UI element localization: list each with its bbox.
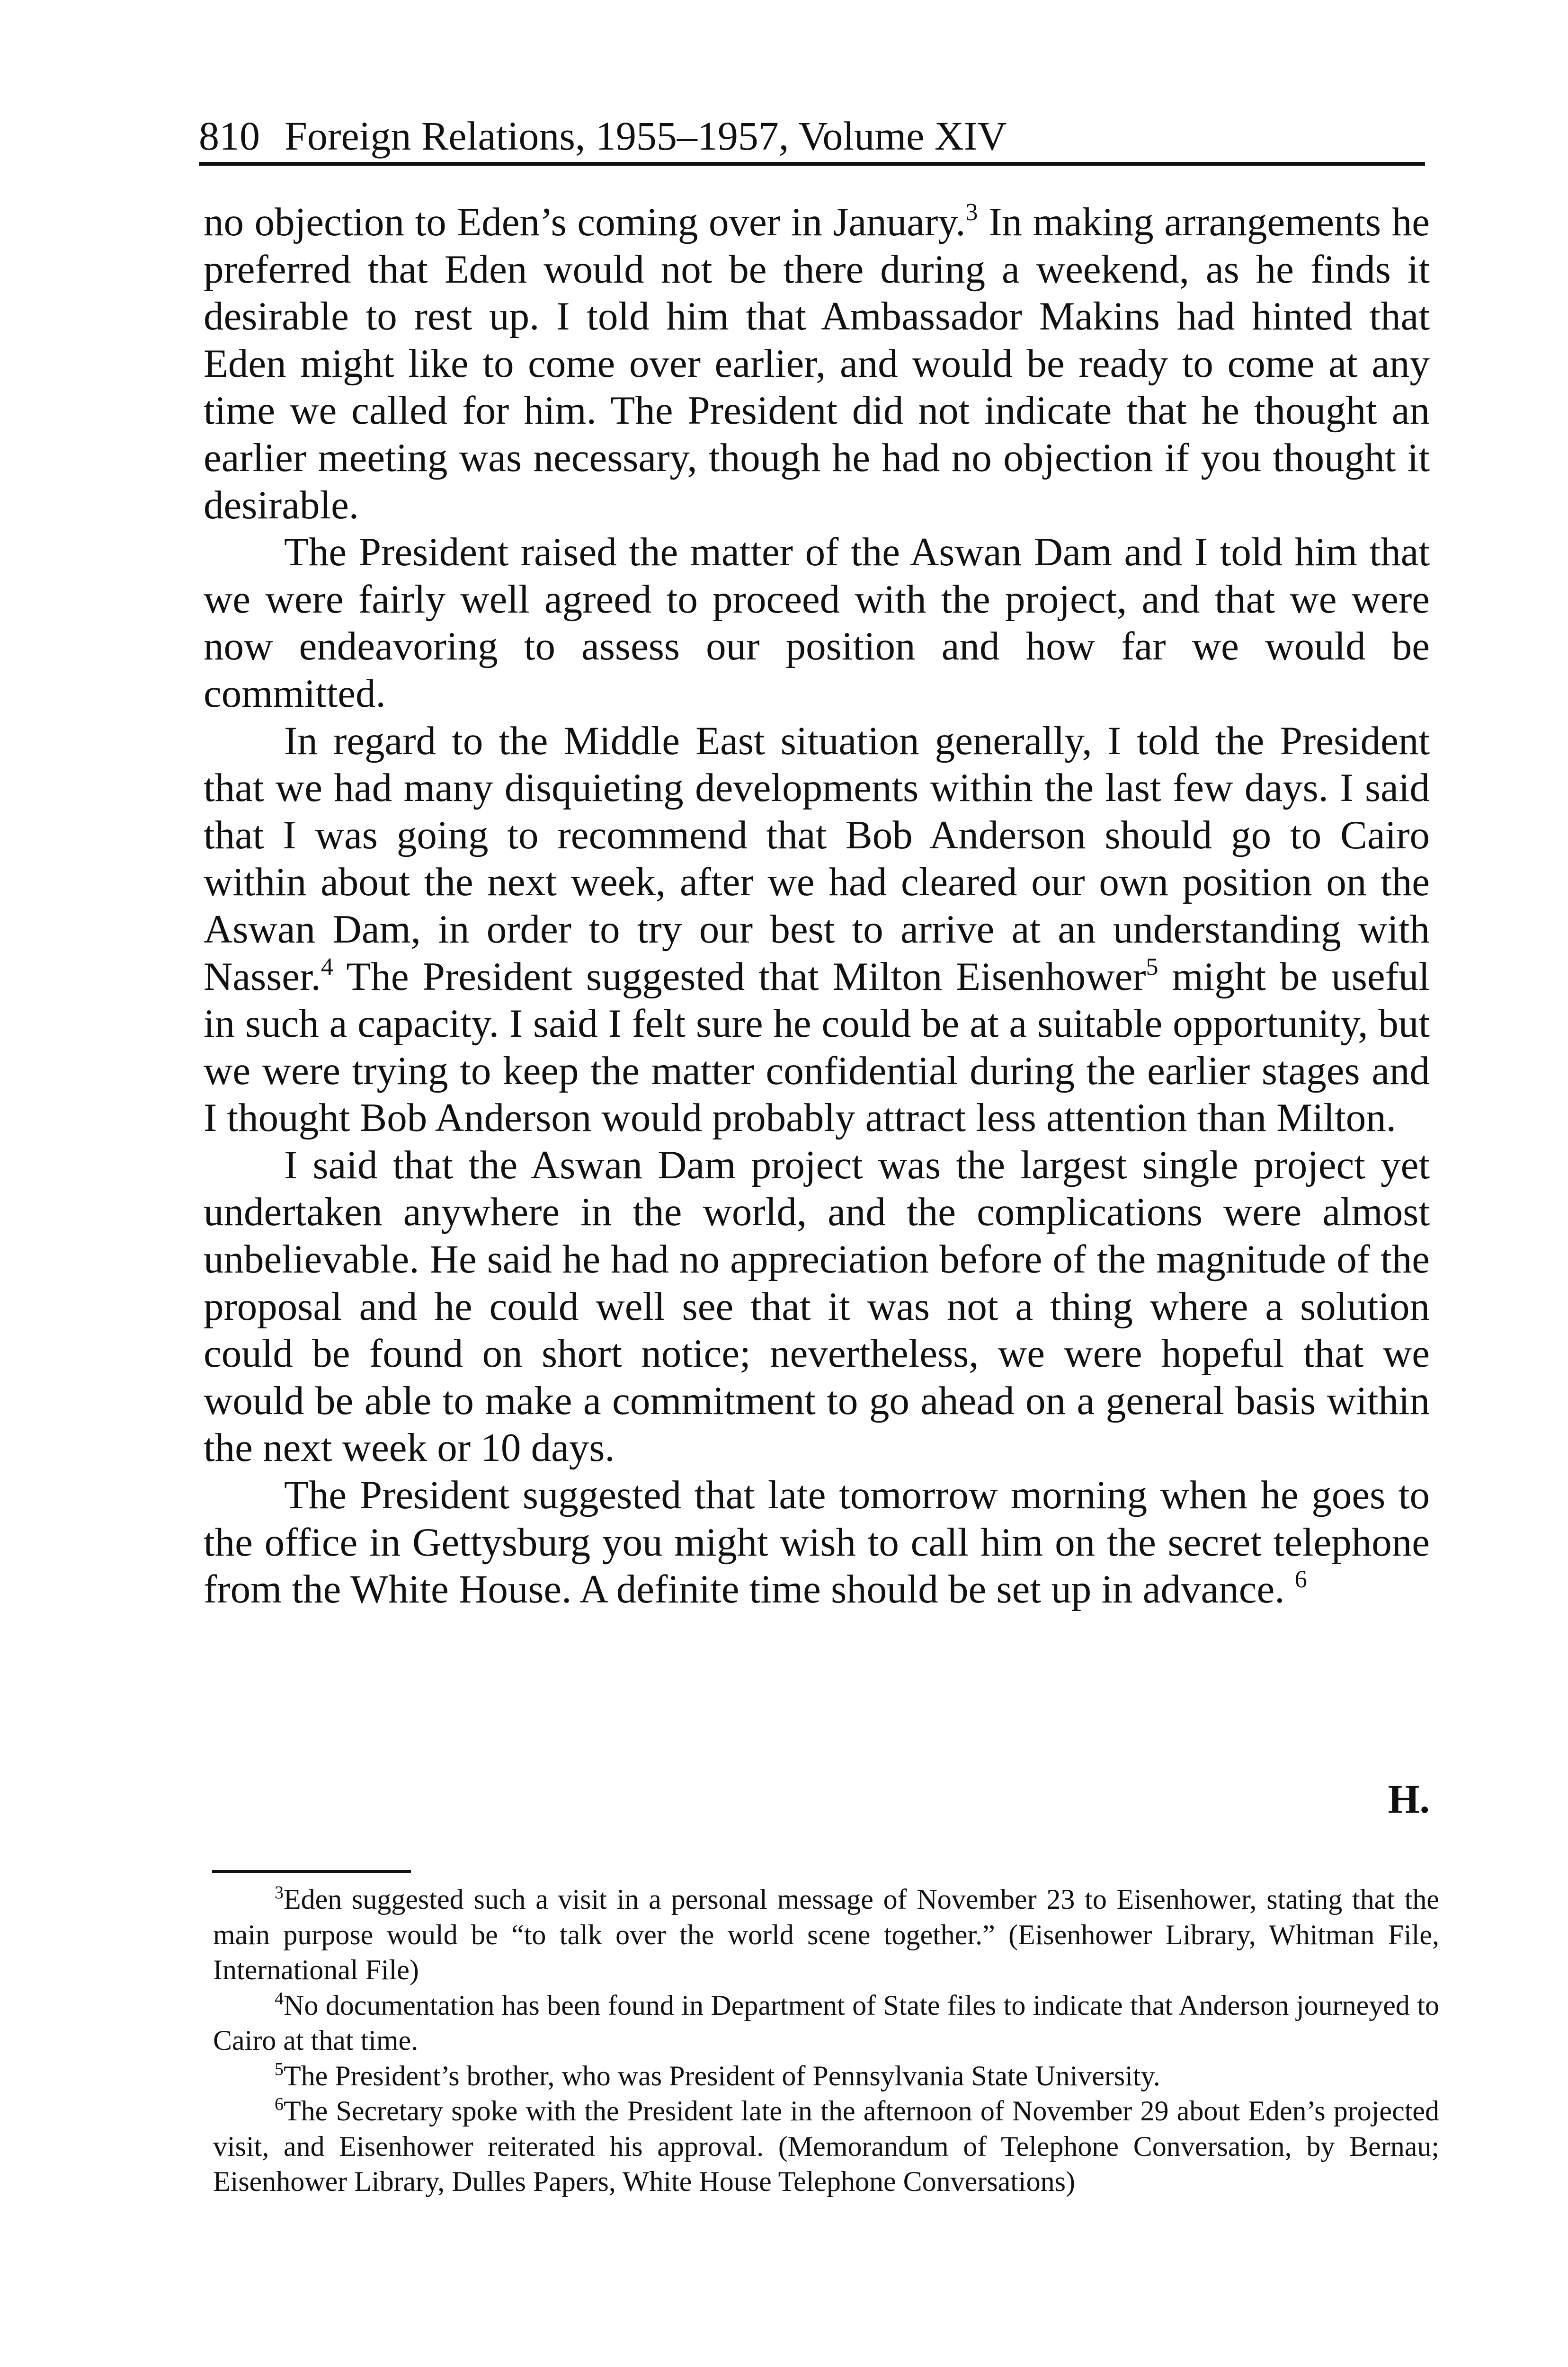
- paragraph-2: The President raised the matter of the Aswan Dam and I told him that we were fairly well agreed to proceed with the project, and that we were now endeavoring to assess our position and how far we would be committed.: [204, 530, 1430, 716]
- footnote-ref-4: 4: [321, 953, 333, 980]
- body-text: [204, 199, 1430, 1613]
- paragraph-3: In regard to the Middle East situation generally, I told the President that we had many disquieting developments within the last few days. I said that I was going to recommend that Bob Anderson should go to Cairo within about the next week, after we had cleared our own position on the Aswan Dam, in order to try our best to arrive at an understanding with Nasser.$^4$ The President suggested that Milton Eisenhower$^5$ might be useful in such a capacity. I said I felt sure he could be at a suitable opportunity, but we were trying to keep the matter confidential during the earlier stages and I thought Bob Anderson would probably attract less attention than Milton.: [204, 718, 1430, 1140]
- footnote-divider: [212, 1870, 411, 1873]
- footnote-3: $^3$Eden suggested such a visit in a personal message of November 23 to Eisenhower, stating that the main purpose would be “to talk over the world scene together.” (Eisenhower Library, Whitman File, International File): [213, 1883, 1439, 1985]
- paragraph-5: The President suggested that late tomorrow morning when he goes to the office in Gettysburg you might wish to call him on the secret telephone from the White House. A definite time should be set up in advance. $^6$: [204, 1473, 1430, 1612]
- paragraph-1: no objection to Eden’s coming over in January.$^3$ In making arrangements he preferred that Eden would not be there during a weekend, as he finds it desirable to rest up. I told him that Ambassador Makins had hinted that Eden might like to come over earlier, and would be ready to come at any time we called for him. The President did not indicate that he thought an earlier meeting was necessary, though he had no objection if you thought it desirable.: [204, 199, 1430, 527]
- volume-title: Foreign Relations, 1955–1957, Volume XIV: [285, 113, 1007, 159]
- running-header: [199, 110, 1425, 166]
- footnote-5: $^5$The President’s brother, who was President of Pennsylvania State University.: [275, 2059, 1160, 2091]
- footnote-ref-5: 5: [1146, 953, 1158, 980]
- page-number: 810: [199, 113, 260, 159]
- footnote-ref-3: 3: [965, 199, 978, 226]
- paragraph-4: I said that the Aswan Dam project was the largest single project yet undertaken anywhere in the world, and the complications were almost unbelievable. He said he had no appreciation before of the magnitude of the proposal and he could well see that it was not a thing where a solution could be found on short notice; nevertheless, we were hopeful that we would be able to make a commitment to go ahead on a general basis within the next week or 10 days.: [204, 1142, 1430, 1470]
- footnotes: [213, 1882, 1439, 2199]
- footnote-6: $^6$The Secretary spoke with the President late in the afternoon of November 29 about Eden’s projected visit, and Eisenhower reiterated his approval. (Memorandum of Telephone Conversation, by Bernau; Eisenhower Library, Dulles Papers, White House Telephone Conversations): [213, 2094, 1439, 2197]
- footnote-4: $^4$No documentation has been found in Department of State files to indicate that Anderson journeyed to Cairo at that time.: [213, 1988, 1439, 2056]
- footnote-ref-6: 6: [1294, 1566, 1307, 1593]
- signature-initial: H.: [1388, 1776, 1430, 1822]
